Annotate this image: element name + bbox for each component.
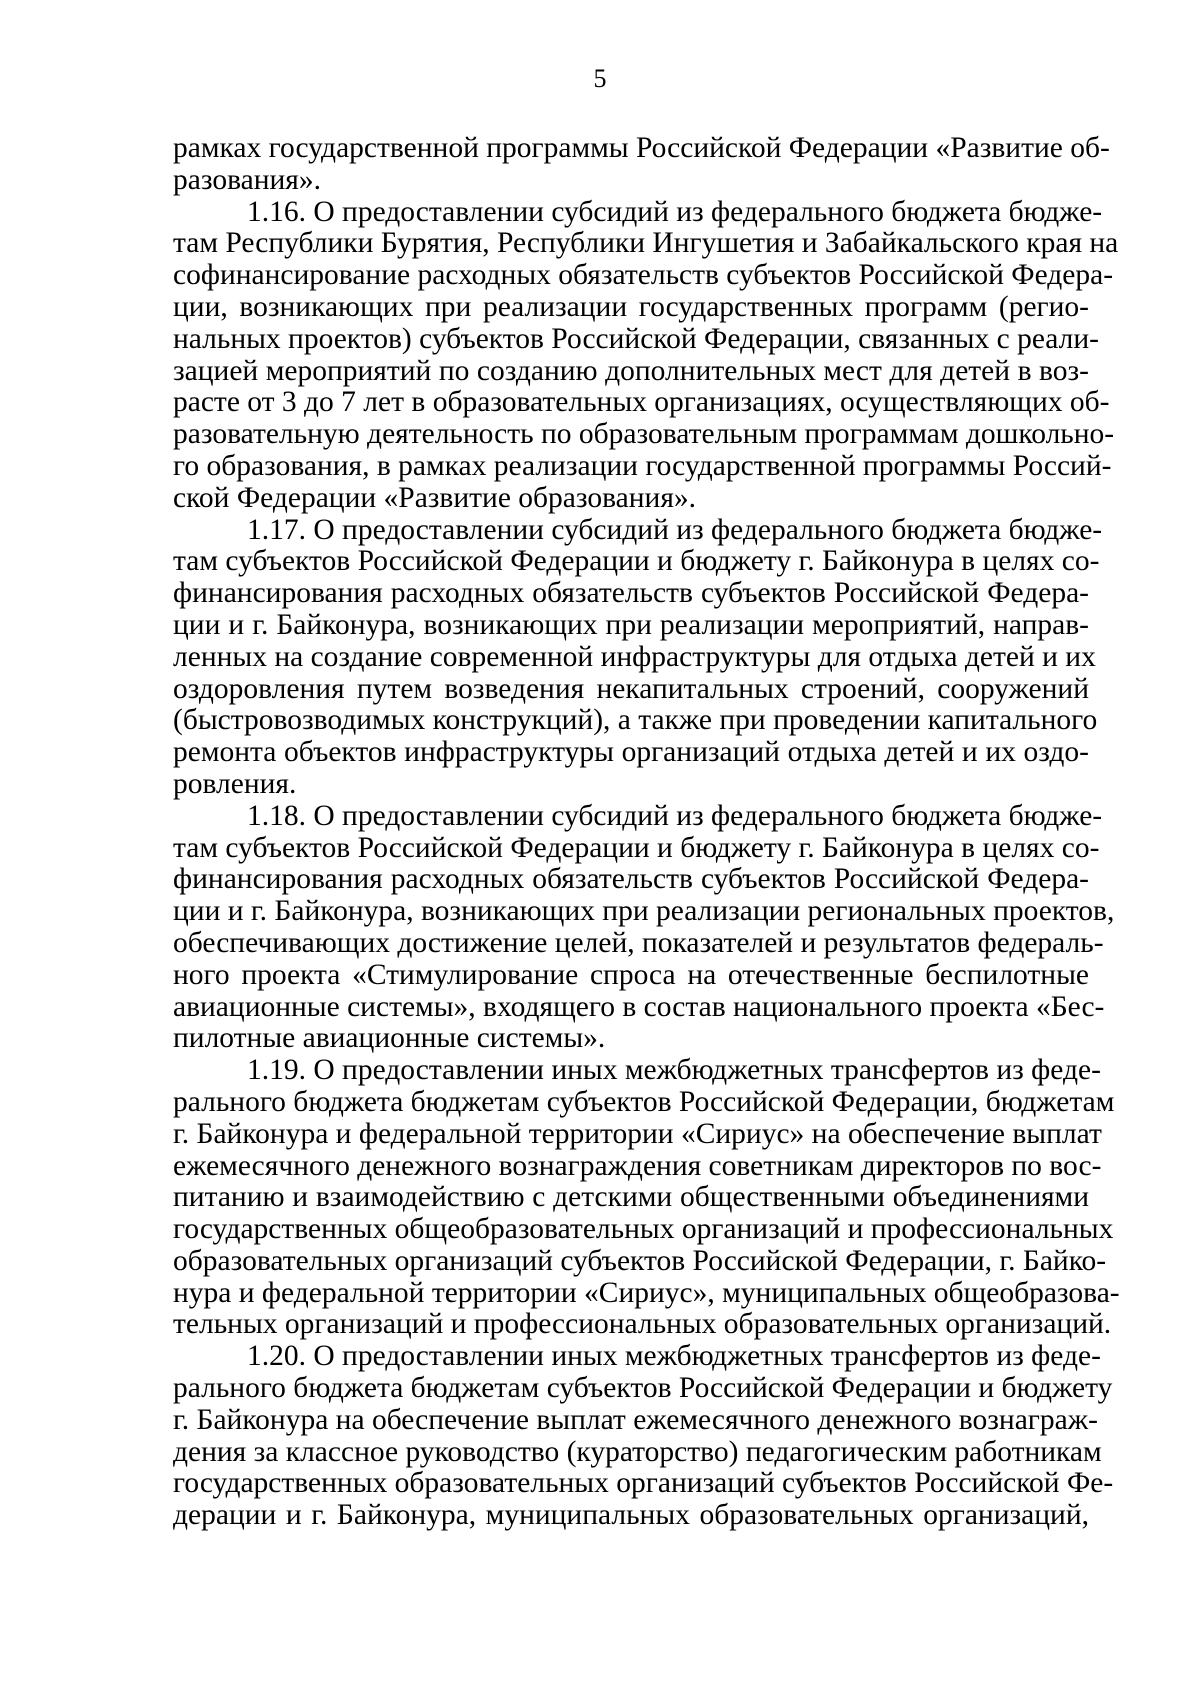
- text-line: 1.19. О предоставлении иных межбюджетных трансфертов из феде-: [247, 1054, 1101, 1087]
- text-line: ции и г. Байконура, возникающих при реализации мероприятий, направ-: [173, 608, 1089, 641]
- text-line: государственных образовательных организаций субъектов Российской Фе-: [173, 1467, 1114, 1500]
- text-line: оздоровления путем возведения некапитальных строений, сооружений: [173, 672, 1089, 705]
- text-line: там субъектов Российской Федерации и бюджету г. Байконура в целях со-: [173, 545, 1100, 578]
- text-line: рального бюджета бюджетам субъектов Российской Федерации и бюджету: [173, 1372, 1113, 1405]
- text-line: рамках государственной программы Российской Федерации «Развитие об-: [173, 132, 1110, 164]
- text-line: ской Федерации «Развитие образования».: [173, 481, 697, 514]
- text-line: ежемесячного денежного вознаграждения советникам директоров по вос-: [173, 1149, 1102, 1182]
- text-line: рального бюджета бюджетам субъектов Российской Федерации, бюджетам: [173, 1085, 1115, 1118]
- document-body: [173, 132, 1120, 1532]
- text-line: государственных общеобразовательных организаций и профессиональных: [173, 1213, 1114, 1246]
- text-line: зацией мероприятий по созданию дополнительных мест для детей в воз-: [173, 354, 1089, 387]
- text-line: там Республики Бурятия, Республики Ингушетия и Забайкальского края на: [173, 227, 1119, 260]
- text-line: дерации и г. Байконура, муниципальных образовательных организаций,: [173, 1499, 1089, 1532]
- text-line: там субъектов Российской Федерации и бюджету г. Байконура в целях со-: [173, 831, 1100, 864]
- text-line: разовательную деятельность по образовательным программам дошкольно-: [173, 418, 1115, 451]
- text-line: дения за классное руководство (кураторство) педагогическим работникам: [173, 1435, 1102, 1468]
- text-line: нура и федеральной территории «Сириус», муниципальных общеобразова-: [173, 1276, 1120, 1309]
- text-line: софинансирование расходных обязательств субъектов Российской Федера-: [173, 259, 1114, 292]
- text-line: финансирования расходных обязательств субъектов Российской Федера-: [173, 863, 1089, 896]
- page-number: 5: [593, 64, 607, 93]
- text-line: обеспечивающих достижение целей, показателей и результатов федераль-: [173, 926, 1104, 959]
- text-line: 1.17. О предоставлении субсидий из федерального бюджета бюдже-: [247, 513, 1103, 546]
- text-line: г. Байконура и федеральной территории «Сириус» на обеспечение выплат: [173, 1117, 1102, 1150]
- text-line: финансирования расходных обязательств субъектов Российской Федера-: [173, 577, 1089, 610]
- text-line: 1.20. О предоставлении иных межбюджетных трансфертов из феде-: [247, 1340, 1101, 1373]
- text-line: 1.18. О предоставлении субсидий из федерального бюджета бюдже-: [247, 799, 1103, 832]
- text-line: расте от 3 до 7 лет в образовательных организациях, осуществляющих об-: [173, 386, 1110, 419]
- text-line: 1.16. О предоставлении субсидий из федерального бюджета бюдже-: [247, 195, 1103, 228]
- text-line: го образования, в рамках реализации государственной программы Россий-: [173, 449, 1112, 482]
- text-line: разования».: [173, 163, 321, 196]
- text-line: ного проекта «Стимулирование спроса на отечественные беспилотные: [173, 958, 1089, 991]
- text-line: г. Байконура на обеспечение выплат ежемесячного денежного вознаграж-: [173, 1403, 1098, 1436]
- text-line: ленных на создание современной инфраструктуры для отдыха детей и их: [173, 640, 1096, 673]
- text-line: пилотные авиационные системы».: [173, 1022, 606, 1055]
- text-line: ремонта объектов инфраструктуры организаций отдыха детей и их оздо-: [173, 736, 1089, 769]
- text-line: нальных проектов) субъектов Российской Федерации, связанных с реали-: [173, 322, 1099, 355]
- text-line: авиационные системы», входящего в состав национального проекта «Бес-: [173, 990, 1105, 1023]
- text-line: ровления.: [173, 767, 297, 800]
- text-line: образовательных организаций субъектов Российской Федерации, г. Байко-: [173, 1244, 1107, 1277]
- text-line: ции и г. Байконура, возникающих при реализации региональных проектов,: [173, 895, 1115, 928]
- text-line: ции, возникающих при реализации государственных программ (регио-: [173, 290, 1089, 323]
- text-line: питанию и взаимодействию с детскими общественными объединениями: [173, 1181, 1089, 1214]
- text-line: тельных организаций и профессиональных образовательных организаций.: [173, 1308, 1112, 1341]
- text-line: (быстровозводимых конструкций), а также при проведении капитального: [173, 704, 1098, 737]
